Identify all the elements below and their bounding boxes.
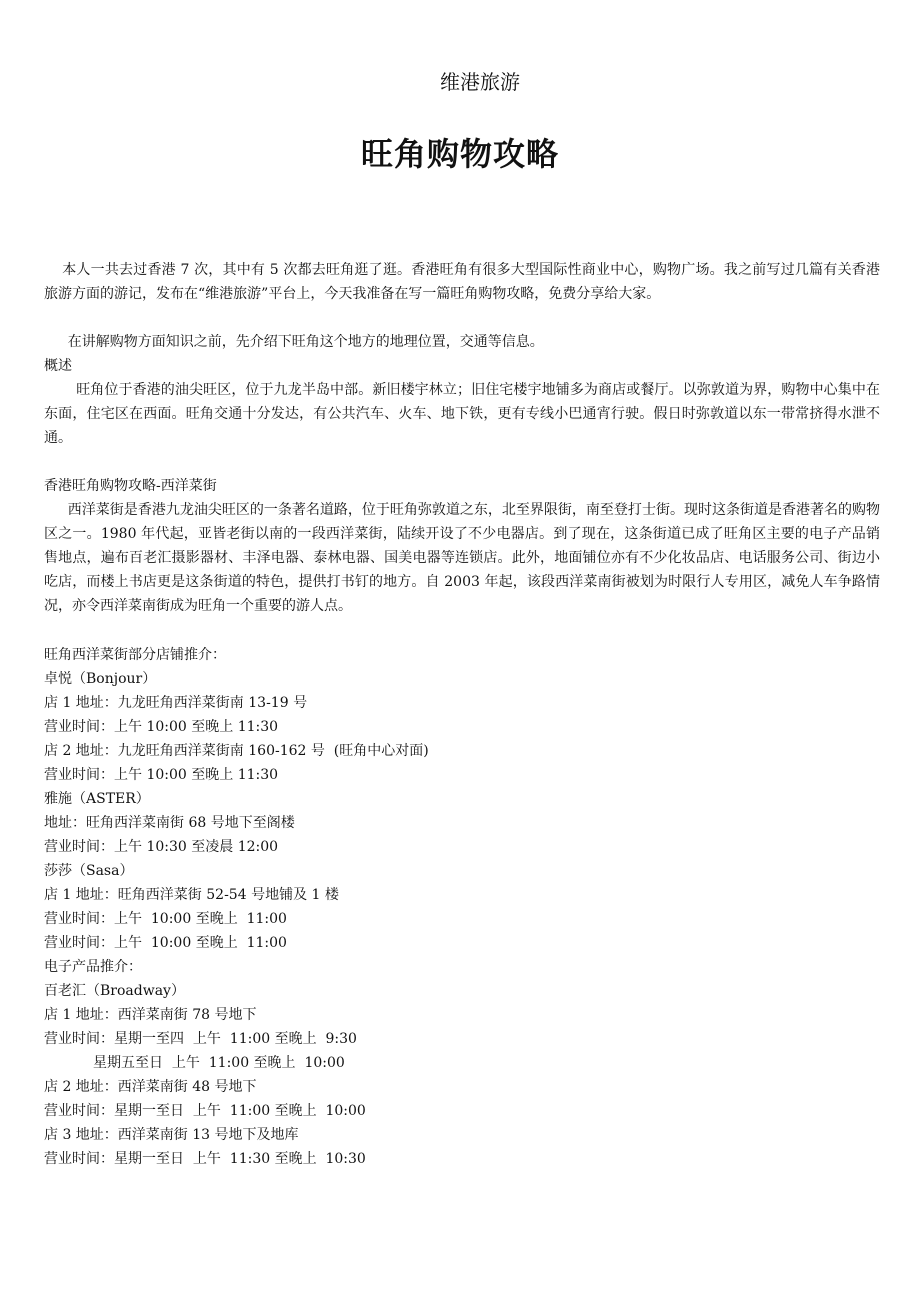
store-address: 店 2 地址：九龙旺角西洋菜街南 160-162 号 (旺角中心对面) (44, 743, 429, 759)
store-address: 地址：旺角西洋菜南街 68 号地下至阁楼 (44, 815, 295, 831)
section-paragraph: 西洋菜街是香港九龙油尖旺区的一条著名道路，位于旺角弥敦道之东，北至界限街，南至登打士街。现时这条街道是香港著名的购物区之一。1980 年代起，亚皆老街以南的一段西洋菜街，陆续开设了不少电器店。到了现在，这条街道已成了旺角区主要的电子产品销售地点，遍布百老汇摄影器材、丰泽电器、泰林电器、国美电器等连锁店。此外，地面铺位亦有不少化妆品店、电话服务公司、街边小吃店，而楼上书店更是这条街道的特色，提供打书钉的地方。自 2003 年起，该段西洋菜南街被划为时限行人专用区，减免人车争路情况，亦令西洋菜南街成为旺角一个重要的游人点。 (44, 502, 880, 614)
store-hours: 营业时间：上午 10:00 至晚上 11:00 (44, 911, 287, 927)
overview-paragraph: 旺角位于香港的油尖旺区，位于九龙半岛中部。新旧楼宇林立；旧住宅楼宇地铺多为商店或餐厅。以弥敦道为界，购物中心集中在东面，住宅区在西面。旺角交通十分发达，有公共汽车、火车、地下铁，更有专线小巴通宵行驶。假日时弥敦道以东一带常挤得水泄不通。 (44, 382, 880, 446)
page-title: 旺角购物攻略 (360, 135, 559, 173)
store-hours: 营业时间：星期一至日 上午 11:30 至晚上 10:30 (44, 1151, 366, 1167)
store-hours: 营业时间：上午 10:00 至晚上 11:30 (44, 719, 279, 735)
store-name: 百老汇（Broadway） (44, 983, 185, 999)
store-address: 店 3 地址：西洋菜南街 13 号地下及地库 (44, 1127, 299, 1143)
brand-title: 维港旅游 (440, 70, 520, 94)
store-hours: 营业时间：上午 10:00 至晚上 11:30 (44, 767, 279, 783)
overview-heading: 概述 (44, 358, 72, 374)
store-address: 店 1 地址：西洋菜南街 78 号地下 (44, 1007, 257, 1023)
listing-heading: 旺角西洋菜街部分店铺推介： (44, 647, 226, 663)
store-address: 店 1 地址：旺角西洋菜街 52-54 号地铺及 1 楼 (44, 887, 339, 903)
subsection-heading: 电子产品推介： (44, 959, 142, 975)
store-name: 雅施（ASTER） (44, 791, 150, 807)
store-address: 店 2 地址：西洋菜南街 48 号地下 (44, 1079, 257, 1095)
section-heading: 香港旺角购物攻略-西洋菜街 (44, 478, 217, 494)
store-hours: 星期五至日 上午 11:00 至晚上 10:00 (44, 1055, 345, 1071)
intro-paragraph: 本人一共去过香港 7 次，其中有 5 次都去旺角逛了逛。香港旺角有很多大型国际性商业中心，购物广场。我之前写过几篇有关香港旅游方面的游记，发布在“维港旅游”平台上，今天我准备在写一篇旺角购物攻略，免费分享给大家。 (44, 262, 880, 302)
store-hours: 营业时间：上午 10:00 至晚上 11:00 (44, 935, 287, 951)
store-name: 莎莎（Sasa） (44, 863, 134, 879)
store-hours: 营业时间：上午 10:30 至凌晨 12:00 (44, 839, 279, 855)
intro-note: 在讲解购物方面知识之前，先介绍下旺角这个地方的地理位置，交通等信息。 (67, 334, 544, 350)
store-hours: 营业时间：星期一至日 上午 11:00 至晚上 10:00 (44, 1103, 366, 1119)
store-hours: 营业时间：星期一至四 上午 11:00 至晚上 9:30 (44, 1031, 357, 1047)
store-name: 卓悦（Bonjour） (44, 671, 157, 687)
store-address: 店 1 地址：九龙旺角西洋菜街南 13-19 号 (44, 695, 308, 711)
